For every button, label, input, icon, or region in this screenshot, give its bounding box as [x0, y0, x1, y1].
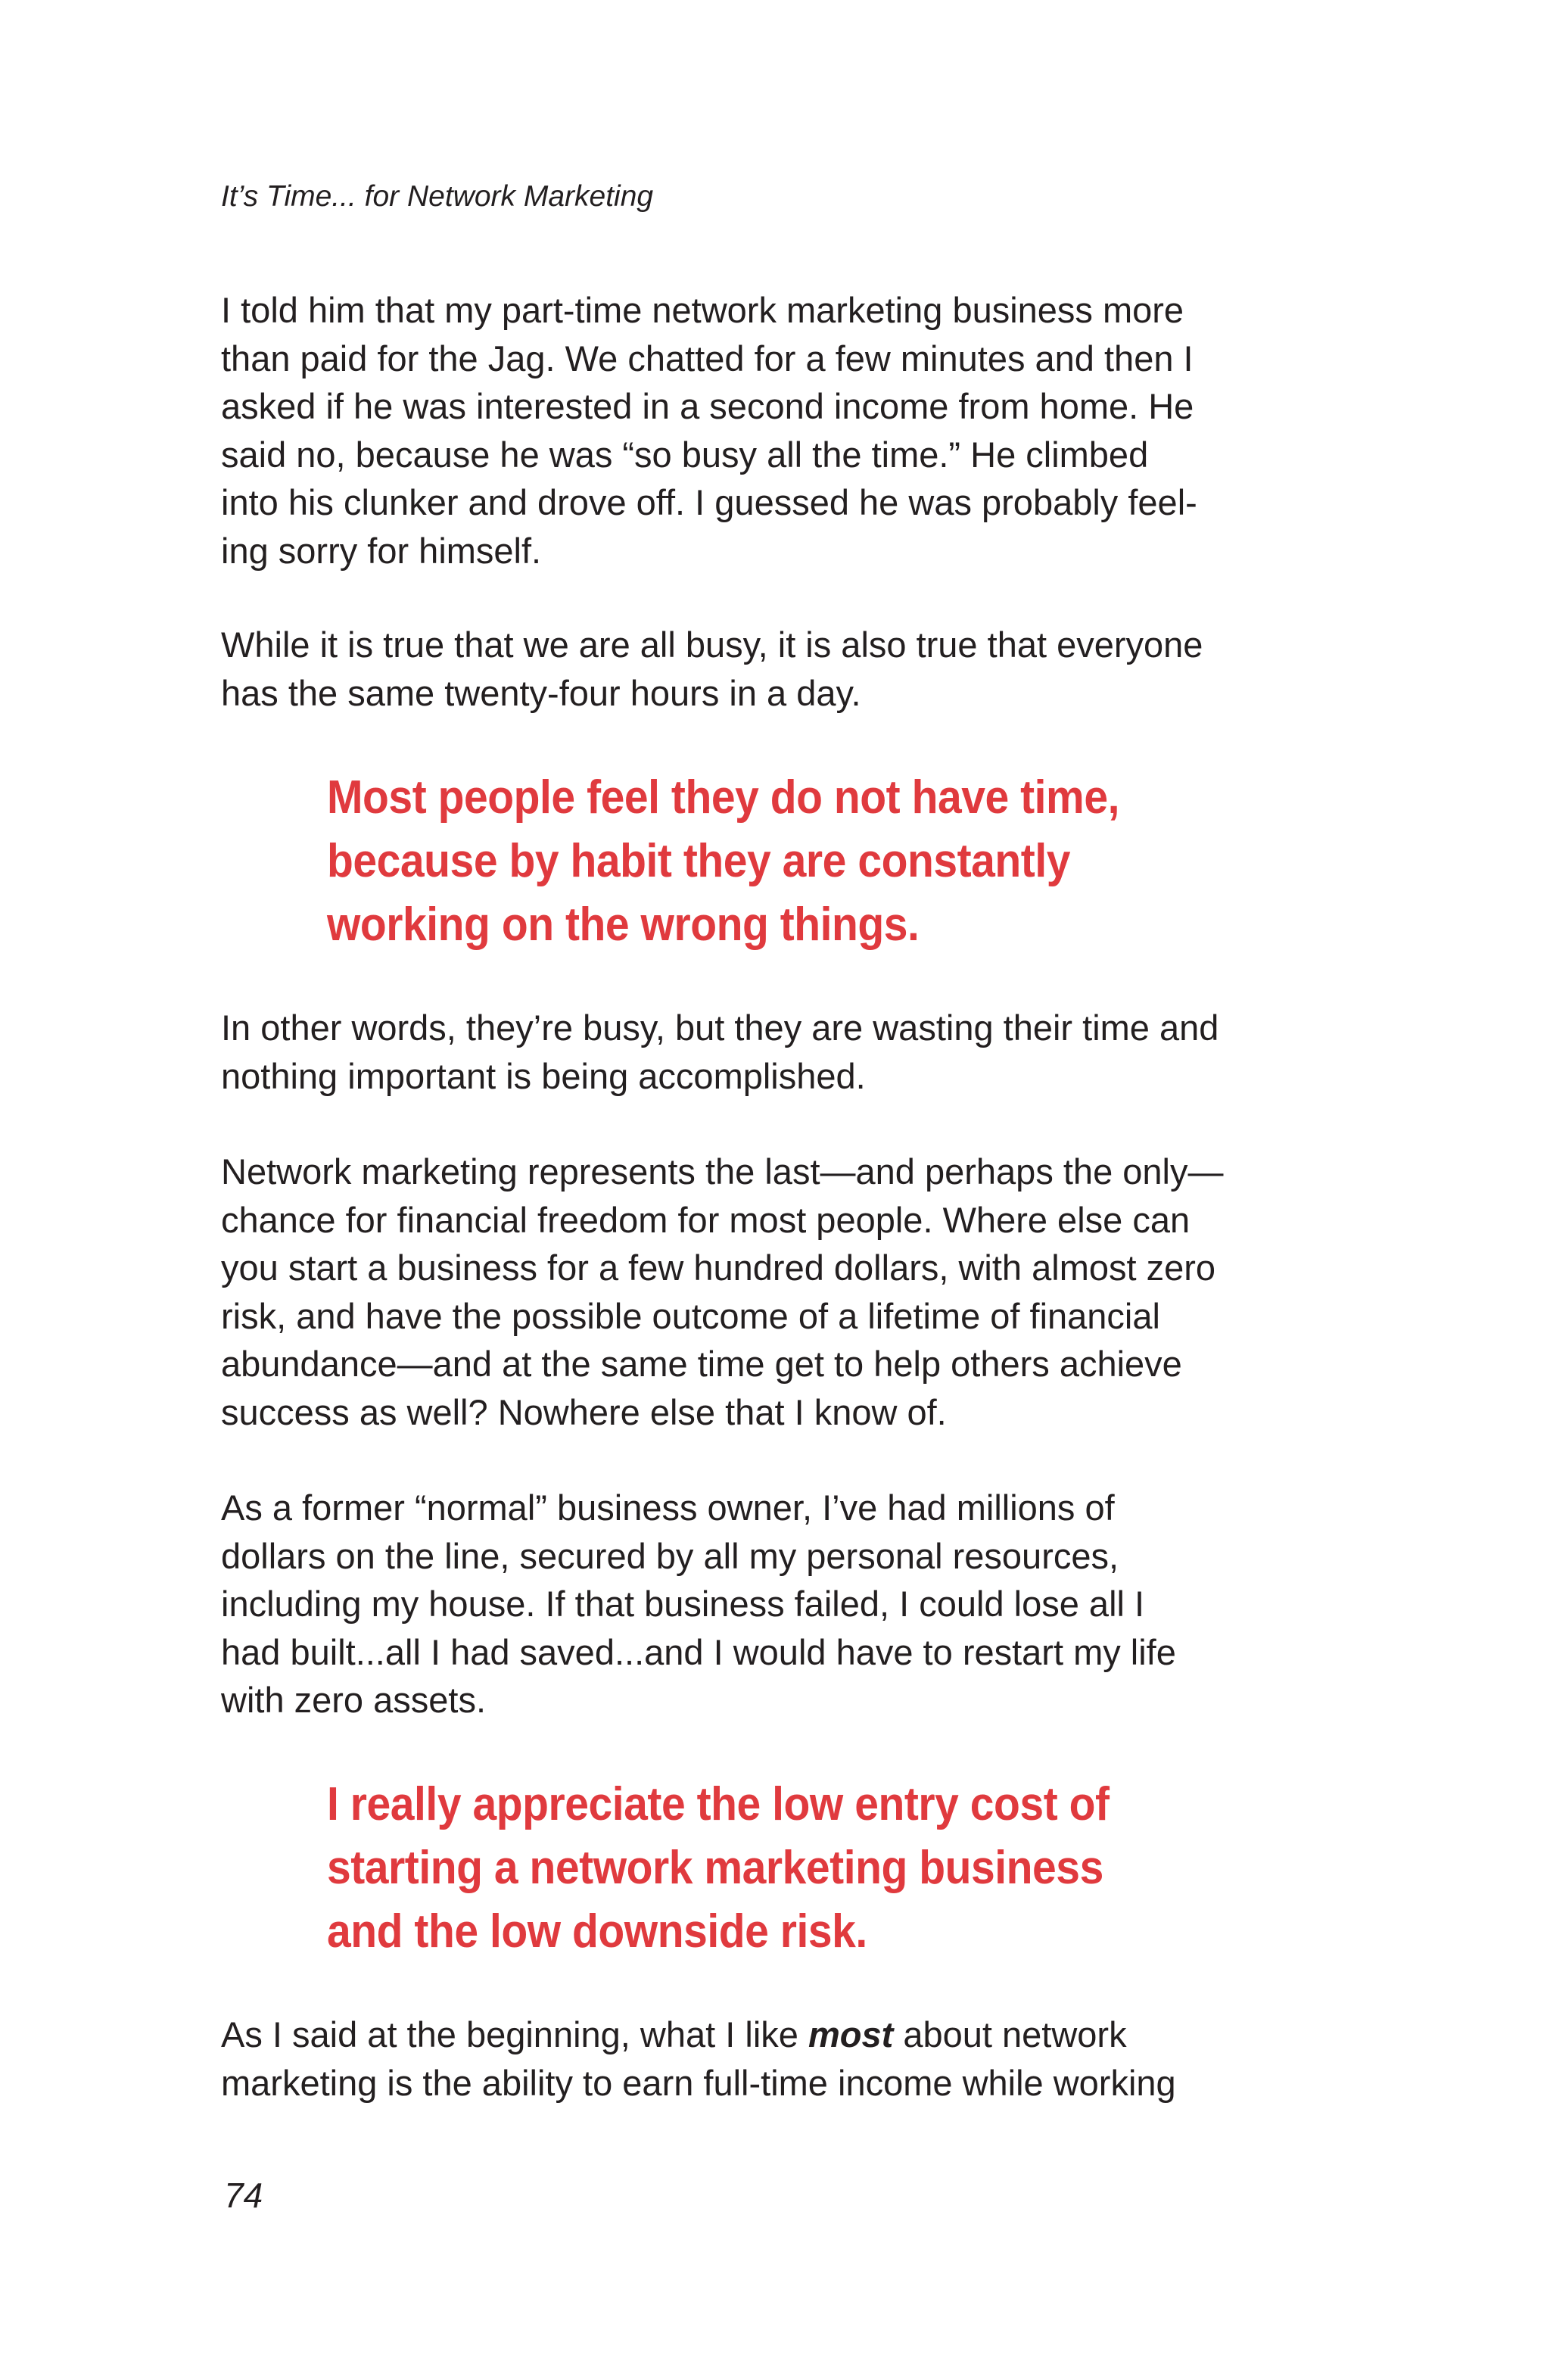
- text-line: chance for financial freedom for most people. Where else can: [221, 1199, 1191, 1240]
- text-line: abundance—and at the same time get to help others achieve: [221, 1344, 1182, 1384]
- text-line: success as well? Nowhere else that I know of.: [221, 1391, 947, 1432]
- running-head: It’s Time... for Network Marketing: [221, 180, 654, 213]
- text-line: [221, 2011, 1176, 2059]
- text-line: dollars on the line, secured by all my personal resources,: [221, 1535, 1119, 1576]
- pull-quote-2: [327, 1773, 1177, 1964]
- text-line: including my house. If that business failed, I could lose all I: [221, 1584, 1145, 1624]
- pull-quote-line: Most people feel they do not have time,: [327, 771, 1119, 824]
- pull-quote-line: I really appreciate the low entry cost of: [327, 1778, 1110, 1830]
- paragraph-6: [221, 2011, 1176, 2107]
- text-line: Network marketing represents the last—and perhaps the only—: [221, 1151, 1224, 1192]
- emphasis-text: most: [808, 2014, 894, 2054]
- text-line: you start a business for a few hundred dollars, with almost zero: [221, 1248, 1216, 1288]
- text-line: marketing is the ability to earn full-time income while working: [221, 2062, 1176, 2103]
- text-line: than paid for the Jag. We chatted for a few minutes and then I: [221, 338, 1194, 378]
- page-number: 74: [224, 2176, 263, 2215]
- paragraph-2: [221, 621, 1203, 717]
- text-line: into his clunker and drove off. I guessed he was probably feel-: [221, 482, 1197, 522]
- paragraph-5: [221, 1484, 1176, 1724]
- text-line: ing sorry for himself.: [221, 530, 542, 571]
- text-line: I told him that my part-time network marketing business more: [221, 290, 1184, 330]
- text-line: has the same twenty-four hours in a day.: [221, 672, 861, 713]
- text-line: While it is true that we are all busy, it is also true that everyone: [221, 625, 1203, 665]
- text-segment: about network: [893, 2014, 1127, 2054]
- paragraph-4: [221, 1148, 1224, 1436]
- paragraph-3: [221, 1004, 1219, 1100]
- text-segment: As I said at the beginning, what I like: [221, 2014, 808, 2054]
- pull-quote-line: because by habit they are constantly: [327, 835, 1070, 887]
- text-line: had built...all I had saved...and I would have to restart my life: [221, 1631, 1176, 1672]
- text-line: nothing important is being accomplished.: [221, 1055, 866, 1096]
- pull-quote-line: starting a network marketing business: [327, 1842, 1103, 1894]
- pull-quote-line: and the low downside risk.: [327, 1905, 867, 1958]
- pull-quote-1: [327, 766, 1188, 957]
- text-line: asked if he was interested in a second income from home. He: [221, 386, 1194, 426]
- text-line: said no, because he was “so busy all the time.” He climbed: [221, 434, 1149, 475]
- text-line: risk, and have the possible outcome of a lifetime of financial: [221, 1295, 1160, 1336]
- text-line: with zero assets.: [221, 1680, 487, 1720]
- paragraph-1: [221, 286, 1197, 575]
- pull-quote-line: working on the wrong things.: [327, 899, 920, 951]
- text-line: As a former “normal” business owner, I’ve had millions of: [221, 1488, 1115, 1528]
- text-line: In other words, they’re busy, but they are wasting their time and: [221, 1008, 1219, 1048]
